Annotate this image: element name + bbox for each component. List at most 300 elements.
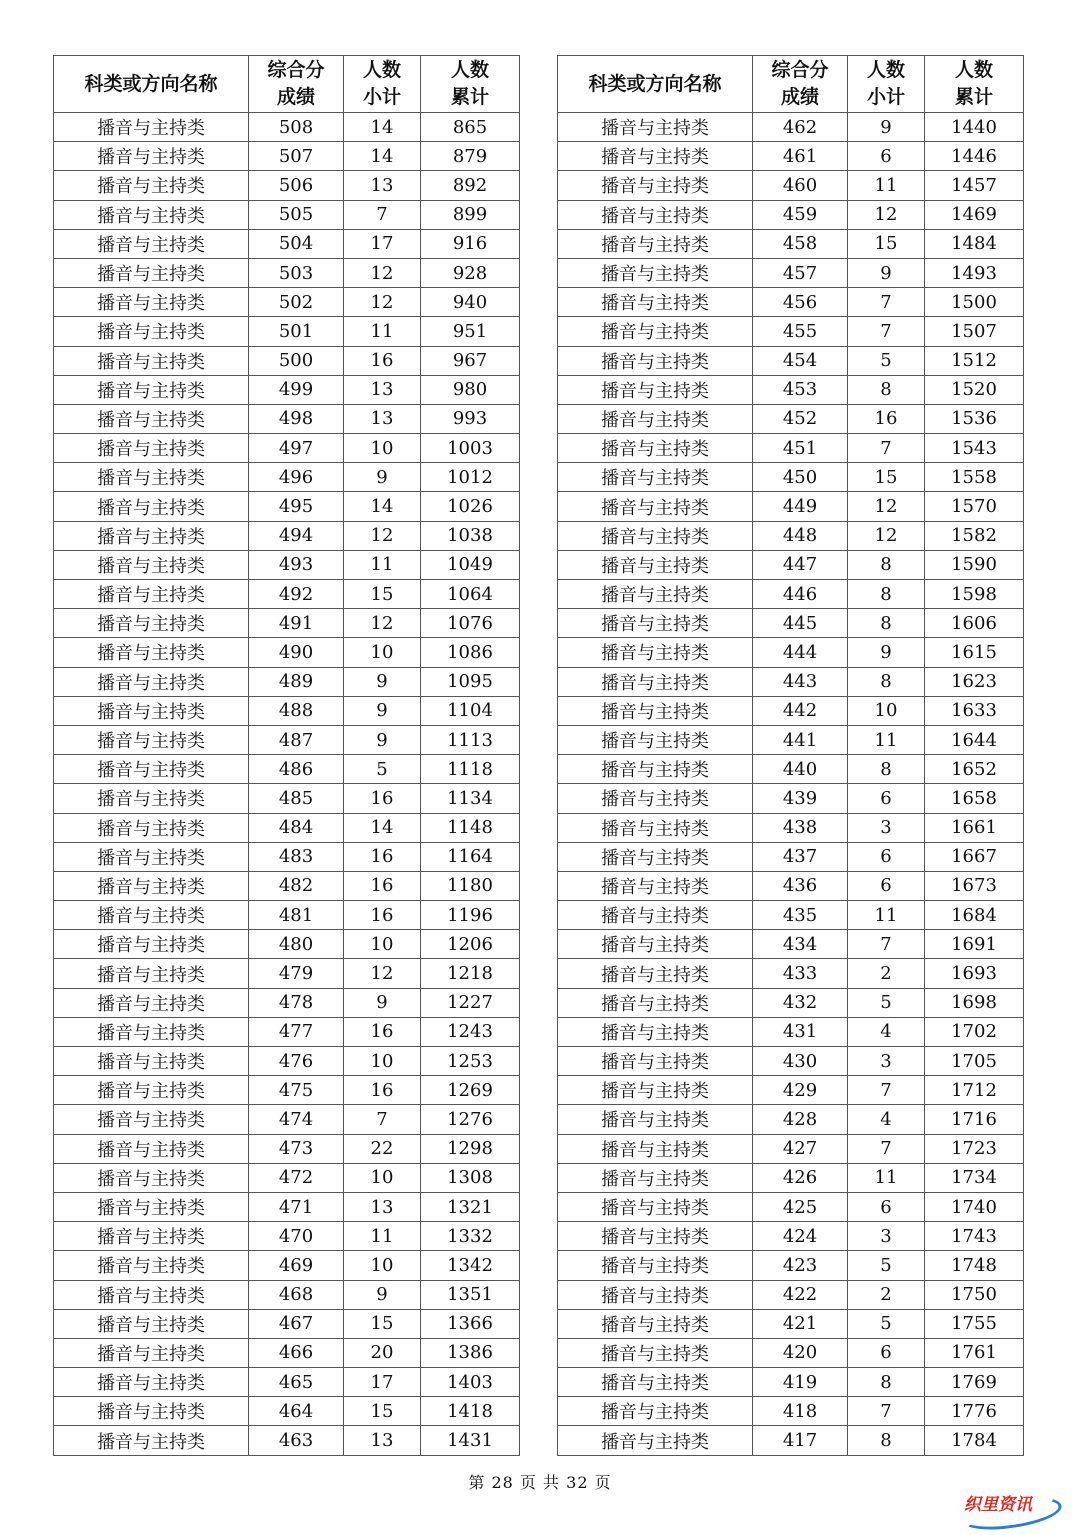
cell-score: 504 — [249, 229, 344, 258]
cell-score: 475 — [249, 1076, 344, 1105]
table-row — [54, 1105, 520, 1134]
table-row — [54, 200, 520, 229]
cell-cumulative: 1570 — [925, 492, 1024, 521]
cell-subtotal: 10 — [344, 1163, 421, 1192]
header-category: 科类或方向名称 — [558, 56, 753, 113]
cell-subtotal: 16 — [344, 1017, 421, 1046]
cell-cumulative: 1558 — [925, 463, 1024, 492]
table-row — [54, 725, 520, 754]
cell-subtotal: 8 — [848, 1368, 925, 1397]
cell-subtotal: 5 — [848, 346, 925, 375]
cell-cumulative: 1386 — [421, 1338, 520, 1367]
cell-subtotal: 16 — [344, 842, 421, 871]
table-row — [54, 1222, 520, 1251]
cell-cumulative: 1064 — [421, 580, 520, 609]
cell-subtotal: 9 — [344, 696, 421, 725]
cell-subtotal: 15 — [344, 1309, 421, 1338]
cell-subtotal: 10 — [848, 696, 925, 725]
cell-subtotal: 13 — [344, 1192, 421, 1221]
table-row — [558, 550, 1024, 579]
cell-cumulative: 1469 — [925, 200, 1024, 229]
cell-score: 423 — [753, 1251, 848, 1280]
table-row — [558, 1280, 1024, 1309]
cell-score: 477 — [249, 1017, 344, 1046]
cell-subtotal: 3 — [848, 813, 925, 842]
cell-category: 播音与主持类 — [558, 784, 753, 813]
cell-cumulative: 1633 — [925, 696, 1024, 725]
cell-cumulative: 993 — [421, 404, 520, 433]
header-cumulative: 人数 累计 — [925, 56, 1024, 113]
cell-score: 473 — [249, 1134, 344, 1163]
header-score: 综合分 成绩 — [753, 56, 848, 113]
cell-score: 498 — [249, 404, 344, 433]
cell-category: 播音与主持类 — [558, 696, 753, 725]
cell-subtotal: 12 — [344, 959, 421, 988]
cell-cumulative: 1026 — [421, 492, 520, 521]
table-row — [558, 784, 1024, 813]
cell-cumulative: 1716 — [925, 1105, 1024, 1134]
cell-score: 451 — [753, 434, 848, 463]
cell-category: 播音与主持类 — [558, 1397, 753, 1426]
cell-score: 478 — [249, 988, 344, 1017]
cell-category: 播音与主持类 — [54, 988, 249, 1017]
table-row — [558, 638, 1024, 667]
cell-score: 450 — [753, 463, 848, 492]
cell-subtotal: 13 — [344, 171, 421, 200]
cell-score: 417 — [753, 1426, 848, 1455]
cell-cumulative: 1484 — [925, 229, 1024, 258]
cell-cumulative: 1243 — [421, 1017, 520, 1046]
cell-subtotal: 5 — [344, 755, 421, 784]
cell-score: 453 — [753, 375, 848, 404]
cell-subtotal: 11 — [344, 550, 421, 579]
cell-subtotal: 7 — [848, 288, 925, 317]
cell-score: 464 — [249, 1397, 344, 1426]
cell-score: 421 — [753, 1309, 848, 1338]
cell-cumulative: 928 — [421, 258, 520, 287]
cell-category: 播音与主持类 — [54, 842, 249, 871]
cell-category: 播音与主持类 — [558, 113, 753, 142]
cell-category: 播音与主持类 — [54, 288, 249, 317]
cell-category: 播音与主持类 — [558, 317, 753, 346]
cell-category: 播音与主持类 — [558, 1426, 753, 1455]
cell-score: 462 — [753, 113, 848, 142]
cell-category: 播音与主持类 — [54, 142, 249, 171]
table-header-row — [54, 56, 520, 113]
cell-subtotal: 6 — [848, 842, 925, 871]
logo-text: 织里资讯 — [964, 1495, 1032, 1515]
cell-category: 播音与主持类 — [54, 725, 249, 754]
cell-score: 472 — [249, 1163, 344, 1192]
table-row — [558, 842, 1024, 871]
cell-cumulative: 1196 — [421, 901, 520, 930]
cell-category: 播音与主持类 — [54, 901, 249, 930]
cell-cumulative: 1118 — [421, 755, 520, 784]
cell-cumulative: 1038 — [421, 521, 520, 550]
cell-cumulative: 1536 — [925, 404, 1024, 433]
cell-subtotal: 15 — [344, 1397, 421, 1426]
cell-subtotal: 7 — [848, 1134, 925, 1163]
cell-cumulative: 892 — [421, 171, 520, 200]
table-row — [54, 258, 520, 287]
cell-category: 播音与主持类 — [558, 1280, 753, 1309]
cell-subtotal: 2 — [848, 1280, 925, 1309]
header-subtotal: 人数 小计 — [344, 56, 421, 113]
cell-category: 播音与主持类 — [54, 784, 249, 813]
cell-category: 播音与主持类 — [558, 609, 753, 638]
table-row — [558, 930, 1024, 959]
table-row — [54, 229, 520, 258]
cell-score: 430 — [753, 1047, 848, 1076]
table-row — [558, 317, 1024, 346]
cell-score: 490 — [249, 638, 344, 667]
table-row — [558, 755, 1024, 784]
table-row — [54, 142, 520, 171]
cell-score: 457 — [753, 258, 848, 287]
cell-cumulative: 1012 — [421, 463, 520, 492]
cell-cumulative: 1276 — [421, 1105, 520, 1134]
cell-score: 480 — [249, 930, 344, 959]
cell-category: 播音与主持类 — [558, 434, 753, 463]
table-row — [558, 463, 1024, 492]
watermark-logo — [960, 1488, 1060, 1522]
cell-score: 491 — [249, 609, 344, 638]
cell-category: 播音与主持类 — [558, 813, 753, 842]
cell-score: 460 — [753, 171, 848, 200]
cell-score: 467 — [249, 1309, 344, 1338]
cell-category: 播音与主持类 — [558, 959, 753, 988]
table-row — [558, 229, 1024, 258]
cell-subtotal: 8 — [848, 667, 925, 696]
table-row — [54, 1163, 520, 1192]
cell-cumulative: 1049 — [421, 550, 520, 579]
cell-subtotal: 8 — [848, 609, 925, 638]
cell-cumulative: 1606 — [925, 609, 1024, 638]
cell-cumulative: 1748 — [925, 1251, 1024, 1280]
cell-subtotal: 7 — [848, 930, 925, 959]
table-row — [558, 1368, 1024, 1397]
table-row — [54, 1017, 520, 1046]
cell-category: 播音与主持类 — [54, 871, 249, 900]
cell-category: 播音与主持类 — [558, 842, 753, 871]
cell-cumulative: 1269 — [421, 1076, 520, 1105]
cell-score: 439 — [753, 784, 848, 813]
cell-subtotal: 9 — [344, 667, 421, 696]
cell-category: 播音与主持类 — [54, 638, 249, 667]
cell-cumulative: 1403 — [421, 1368, 520, 1397]
table-row — [558, 346, 1024, 375]
cell-category: 播音与主持类 — [558, 404, 753, 433]
cell-subtotal: 10 — [344, 1047, 421, 1076]
cell-category: 播音与主持类 — [558, 901, 753, 930]
cell-category: 播音与主持类 — [558, 288, 753, 317]
cell-subtotal: 16 — [848, 404, 925, 433]
cell-score: 419 — [753, 1368, 848, 1397]
cell-score: 432 — [753, 988, 848, 1017]
table-row — [54, 871, 520, 900]
cell-subtotal: 12 — [848, 200, 925, 229]
table-row — [54, 959, 520, 988]
header-cumulative: 人数 累计 — [421, 56, 520, 113]
cell-score: 470 — [249, 1222, 344, 1251]
table-row — [54, 696, 520, 725]
table-row — [558, 1105, 1024, 1134]
cell-score: 482 — [249, 871, 344, 900]
cell-subtotal: 6 — [848, 1192, 925, 1221]
cell-score: 447 — [753, 550, 848, 579]
cell-score: 508 — [249, 113, 344, 142]
cell-score: 443 — [753, 667, 848, 696]
table-row — [558, 434, 1024, 463]
cell-score: 437 — [753, 842, 848, 871]
cell-cumulative: 1113 — [421, 725, 520, 754]
table-row — [558, 1397, 1024, 1426]
cell-subtotal: 9 — [344, 463, 421, 492]
cell-subtotal: 16 — [344, 784, 421, 813]
cell-subtotal: 14 — [344, 813, 421, 842]
cell-cumulative: 1493 — [925, 258, 1024, 287]
cell-subtotal: 8 — [848, 1426, 925, 1455]
score-table-left — [53, 55, 520, 1456]
cell-cumulative: 1332 — [421, 1222, 520, 1251]
cell-subtotal: 12 — [344, 258, 421, 287]
cell-subtotal: 14 — [344, 142, 421, 171]
cell-category: 播音与主持类 — [558, 755, 753, 784]
footer-total-pages: 32 — [566, 1473, 589, 1492]
table-row — [54, 171, 520, 200]
cell-subtotal: 17 — [344, 1368, 421, 1397]
table-row — [558, 288, 1024, 317]
cell-subtotal: 11 — [848, 725, 925, 754]
score-table-right — [557, 55, 1024, 1456]
table-row — [558, 404, 1024, 433]
cell-cumulative: 1227 — [421, 988, 520, 1017]
cell-category: 播音与主持类 — [54, 580, 249, 609]
cell-cumulative: 1705 — [925, 1047, 1024, 1076]
cell-category: 播音与主持类 — [54, 463, 249, 492]
cell-subtotal: 4 — [848, 1105, 925, 1134]
cell-score: 489 — [249, 667, 344, 696]
cell-category: 播音与主持类 — [54, 667, 249, 696]
table-row — [54, 1047, 520, 1076]
cell-cumulative: 1769 — [925, 1368, 1024, 1397]
cell-score: 449 — [753, 492, 848, 521]
cell-category: 播音与主持类 — [558, 258, 753, 287]
table-row — [558, 1222, 1024, 1251]
table-row — [54, 1309, 520, 1338]
table-row — [54, 755, 520, 784]
cell-score: 466 — [249, 1338, 344, 1367]
cell-cumulative: 1076 — [421, 609, 520, 638]
table-row — [558, 1017, 1024, 1046]
cell-cumulative: 1500 — [925, 288, 1024, 317]
cell-category: 播音与主持类 — [558, 171, 753, 200]
table-row — [558, 113, 1024, 142]
cell-category: 播音与主持类 — [558, 725, 753, 754]
cell-score: 427 — [753, 1134, 848, 1163]
cell-score: 495 — [249, 492, 344, 521]
cell-subtotal: 12 — [344, 609, 421, 638]
cell-category: 播音与主持类 — [558, 667, 753, 696]
cell-cumulative: 1750 — [925, 1280, 1024, 1309]
cell-subtotal: 11 — [848, 171, 925, 200]
cell-subtotal: 16 — [344, 1076, 421, 1105]
cell-cumulative: 1457 — [925, 171, 1024, 200]
cell-subtotal: 11 — [344, 317, 421, 346]
cell-subtotal: 16 — [344, 346, 421, 375]
cell-category: 播音与主持类 — [558, 1047, 753, 1076]
cell-cumulative: 1644 — [925, 725, 1024, 754]
cell-score: 446 — [753, 580, 848, 609]
footer-prefix: 第 — [468, 1473, 486, 1492]
cell-subtotal: 9 — [848, 258, 925, 287]
cell-score: 481 — [249, 901, 344, 930]
cell-subtotal: 15 — [848, 229, 925, 258]
cell-cumulative: 1712 — [925, 1076, 1024, 1105]
cell-score: 465 — [249, 1368, 344, 1397]
table-row — [54, 434, 520, 463]
cell-category: 播音与主持类 — [54, 113, 249, 142]
table-row — [558, 1163, 1024, 1192]
cell-category: 播音与主持类 — [558, 871, 753, 900]
cell-cumulative: 1623 — [925, 667, 1024, 696]
header-score: 综合分 成绩 — [249, 56, 344, 113]
cell-cumulative: 899 — [421, 200, 520, 229]
cell-category: 播音与主持类 — [54, 404, 249, 433]
cell-score: 505 — [249, 200, 344, 229]
cell-category: 播音与主持类 — [54, 813, 249, 842]
cell-category: 播音与主持类 — [54, 1134, 249, 1163]
cell-category: 播音与主持类 — [558, 988, 753, 1017]
cell-subtotal: 13 — [344, 375, 421, 404]
cell-cumulative: 1755 — [925, 1309, 1024, 1338]
cell-cumulative: 1418 — [421, 1397, 520, 1426]
table-row — [54, 1076, 520, 1105]
cell-cumulative: 1308 — [421, 1163, 520, 1192]
cell-category: 播音与主持类 — [558, 1192, 753, 1221]
cell-cumulative: 1206 — [421, 930, 520, 959]
cell-cumulative: 1512 — [925, 346, 1024, 375]
cell-category: 播音与主持类 — [558, 229, 753, 258]
cell-score: 441 — [753, 725, 848, 754]
table-row — [54, 1192, 520, 1221]
cell-cumulative: 1095 — [421, 667, 520, 696]
cell-cumulative: 1003 — [421, 434, 520, 463]
cell-score: 496 — [249, 463, 344, 492]
cell-category: 播音与主持类 — [54, 1251, 249, 1280]
cell-score: 486 — [249, 755, 344, 784]
table-row — [54, 1338, 520, 1367]
cell-score: 434 — [753, 930, 848, 959]
cell-category: 播音与主持类 — [558, 1222, 753, 1251]
cell-subtotal: 5 — [848, 1309, 925, 1338]
cell-category: 播音与主持类 — [54, 258, 249, 287]
cell-category: 播音与主持类 — [54, 1076, 249, 1105]
cell-score: 440 — [753, 755, 848, 784]
table-row — [54, 113, 520, 142]
cell-category: 播音与主持类 — [54, 1309, 249, 1338]
cell-cumulative: 1104 — [421, 696, 520, 725]
cell-cumulative: 1776 — [925, 1397, 1024, 1426]
table-row — [54, 842, 520, 871]
table-row — [54, 1280, 520, 1309]
table-row — [54, 375, 520, 404]
table-row — [558, 901, 1024, 930]
cell-subtotal: 14 — [344, 113, 421, 142]
cell-cumulative: 1723 — [925, 1134, 1024, 1163]
cell-score: 424 — [753, 1222, 848, 1251]
cell-score: 435 — [753, 901, 848, 930]
cell-cumulative: 1740 — [925, 1192, 1024, 1221]
cell-subtotal: 6 — [848, 1338, 925, 1367]
cell-subtotal: 16 — [344, 901, 421, 930]
cell-subtotal: 22 — [344, 1134, 421, 1163]
cell-score: 503 — [249, 258, 344, 287]
cell-score: 476 — [249, 1047, 344, 1076]
cell-subtotal: 7 — [848, 1397, 925, 1426]
cell-score: 420 — [753, 1338, 848, 1367]
cell-subtotal: 9 — [848, 638, 925, 667]
cell-category: 播音与主持类 — [558, 346, 753, 375]
cell-cumulative: 940 — [421, 288, 520, 317]
table-row — [54, 988, 520, 1017]
cell-category: 播音与主持类 — [54, 1397, 249, 1426]
cell-subtotal: 10 — [344, 638, 421, 667]
table-row — [54, 288, 520, 317]
cell-cumulative: 1673 — [925, 871, 1024, 900]
cell-score: 452 — [753, 404, 848, 433]
cell-score: 442 — [753, 696, 848, 725]
cell-score: 474 — [249, 1105, 344, 1134]
cell-score: 438 — [753, 813, 848, 842]
table-row — [54, 580, 520, 609]
cell-cumulative: 879 — [421, 142, 520, 171]
cell-category: 播音与主持类 — [558, 492, 753, 521]
table-row — [54, 1368, 520, 1397]
cell-category: 播音与主持类 — [54, 1192, 249, 1221]
cell-score: 479 — [249, 959, 344, 988]
table-row — [558, 258, 1024, 287]
cell-score: 418 — [753, 1397, 848, 1426]
cell-subtotal: 5 — [848, 1251, 925, 1280]
footer-suffix: 页 — [594, 1473, 612, 1492]
cell-category: 播音与主持类 — [558, 463, 753, 492]
cell-score: 433 — [753, 959, 848, 988]
cell-category: 播音与主持类 — [558, 1368, 753, 1397]
cell-category: 播音与主持类 — [558, 1163, 753, 1192]
cell-category: 播音与主持类 — [54, 434, 249, 463]
cell-category: 播音与主持类 — [54, 1047, 249, 1076]
cell-subtotal: 8 — [848, 375, 925, 404]
cell-score: 484 — [249, 813, 344, 842]
table-row — [54, 638, 520, 667]
cell-score: 494 — [249, 521, 344, 550]
table-row — [54, 404, 520, 433]
cell-category: 播音与主持类 — [54, 346, 249, 375]
cell-subtotal: 5 — [848, 988, 925, 1017]
cell-category: 播音与主持类 — [54, 1017, 249, 1046]
cell-score: 455 — [753, 317, 848, 346]
table-row — [558, 813, 1024, 842]
cell-cumulative: 1342 — [421, 1251, 520, 1280]
cell-category: 播音与主持类 — [558, 521, 753, 550]
cell-subtotal: 20 — [344, 1338, 421, 1367]
cell-cumulative: 1321 — [421, 1192, 520, 1221]
cell-subtotal: 11 — [848, 901, 925, 930]
cell-cumulative: 967 — [421, 346, 520, 375]
cell-category: 播音与主持类 — [54, 200, 249, 229]
cell-category: 播音与主持类 — [558, 142, 753, 171]
